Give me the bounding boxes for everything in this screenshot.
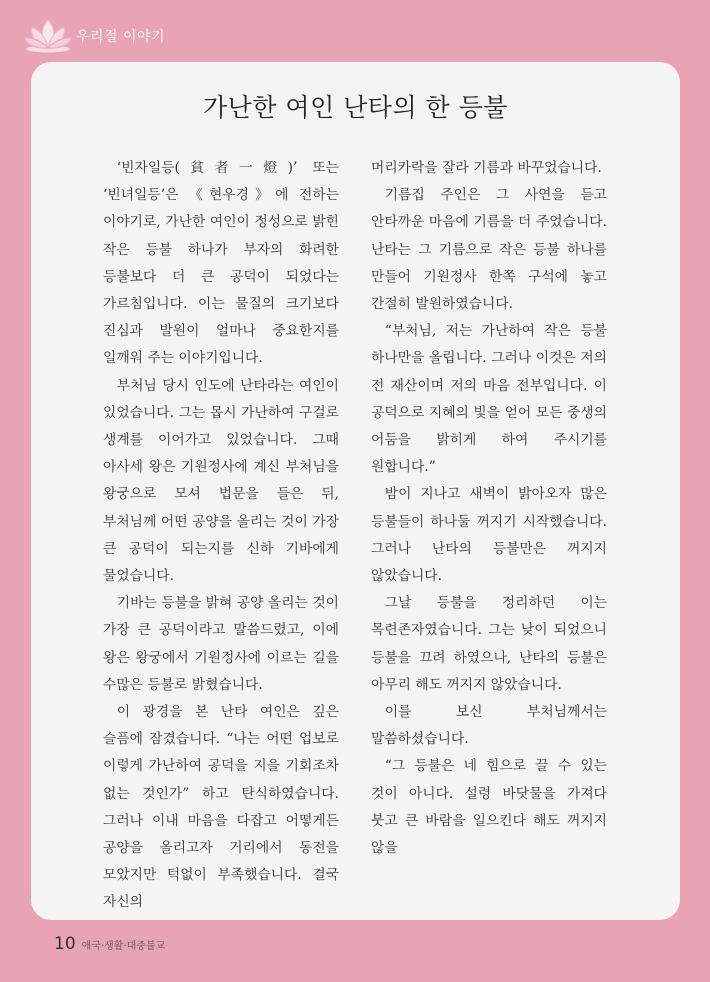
paragraph: 기름집 주인은 그 사연을 듣고 안타까운 마음에 기름을 더 주었습니다. 난타는 그 기름으로 작은 등불 하나를 만들어 기원정사 한쪽 구석에 놓고 간절히 발원하였습니다. [371, 187, 607, 313]
footer-slogan: 애국·생활·대중불교 [81, 941, 166, 952]
paragraph: 밤이 지나고 새벽이 밝아오자 많은 등불들이 하나둘 꺼지기 시작했습니다. 그러나 난타의 등불만은 꺼지지 않았습니다. [371, 486, 607, 585]
lotus-icon [22, 18, 74, 54]
paragraph: “그 등불은 네 힘으로 끌 수 있는 것이 아니다. 설령 바닷물을 가져다 붓고 큰 바람을 일으킨다 해도 꺼지지 않을 [371, 758, 607, 857]
page-footer [54, 934, 165, 954]
paragraph: 부처님 당시 인도에 난타라는 여인이 있었습니다. 그는 몹시 가난하여 구걸로 생계를 이어가고 있었습니다. 그때 아사세 왕은 기원정사에 계신 부처님을 왕궁으로 모셔 법문을 들은 뒤, 부처님께 어떤 공양을 올리는 것이 가장 큰 공덕이 되는지를 신하 기바에게 물었습니다. [103, 377, 339, 585]
section-header [22, 18, 165, 54]
paragraph: 이 광경을 본 난타 여인은 깊은 슬픔에 잠겼습니다. “나는 어떤 업보로 이렇게 가난하여 공덕을 지을 기회조차 없는 것인가” 하고 탄식하였습니다. 그러나 이내 마음을 다잡고 어떻게든 공양을 올리고자 거리에서 동전을 모았지만 턱없이 부족했습니다. 결국 자신의 [103, 704, 339, 911]
right-column [371, 155, 607, 862]
paragraph: 이를 보신 부처님께서는 말씀하셨습니다. [371, 704, 607, 748]
page-number: 10 [54, 934, 76, 954]
paragraph: 기바는 등불을 밝혀 공양 올리는 것이 가장 큰 공덕이라고 말씀드렸고, 이에 왕은 왕궁에서 기원정사에 이르는 길을 수많은 등불로 밝혔습니다. [103, 595, 339, 693]
paragraph: “부처님, 저는 가난하여 작은 등불 하나만을 올립니다. 그러나 이것은 저의 전 재산이며 저의 마음 전부입니다. 이 공덕으로 지혜의 빛을 얻어 모든 중생의 어둠을 밝히게 하여 주시기를 원합니다.” [371, 323, 607, 476]
section-label: 우리절 이야기 [76, 29, 166, 45]
article-title: 가난한 여인 난타의 한 등불 [203, 93, 508, 122]
paragraph: ‘빈자일등(貧者一燈)’ 또는 ‘빈녀일등’은 《현우경》에 전하는 이야기로, 가난한 여인이 정성으로 밝힌 작은 등불 하나가 부자의 화려한 등불보다 더 큰 공덕이 되었다는 가르침입니다. 이는 물질의 크기보다 진심과 발원이 얼마나 중요한지를 일깨워 주는 이야기입니다. [103, 160, 339, 367]
article-card [31, 62, 680, 920]
left-column [103, 155, 339, 917]
paragraph: 그날 등불을 정리하던 이는 목련존자였습니다. 그는 낮이 되었으니 등불을 끄려 하였으나, 난타의 등불은 아무리 해도 꺼지지 않았습니다. [371, 595, 607, 693]
paragraph-continuation: 머리카락을 잘라 기름과 바꾸었습니다. [371, 160, 602, 176]
